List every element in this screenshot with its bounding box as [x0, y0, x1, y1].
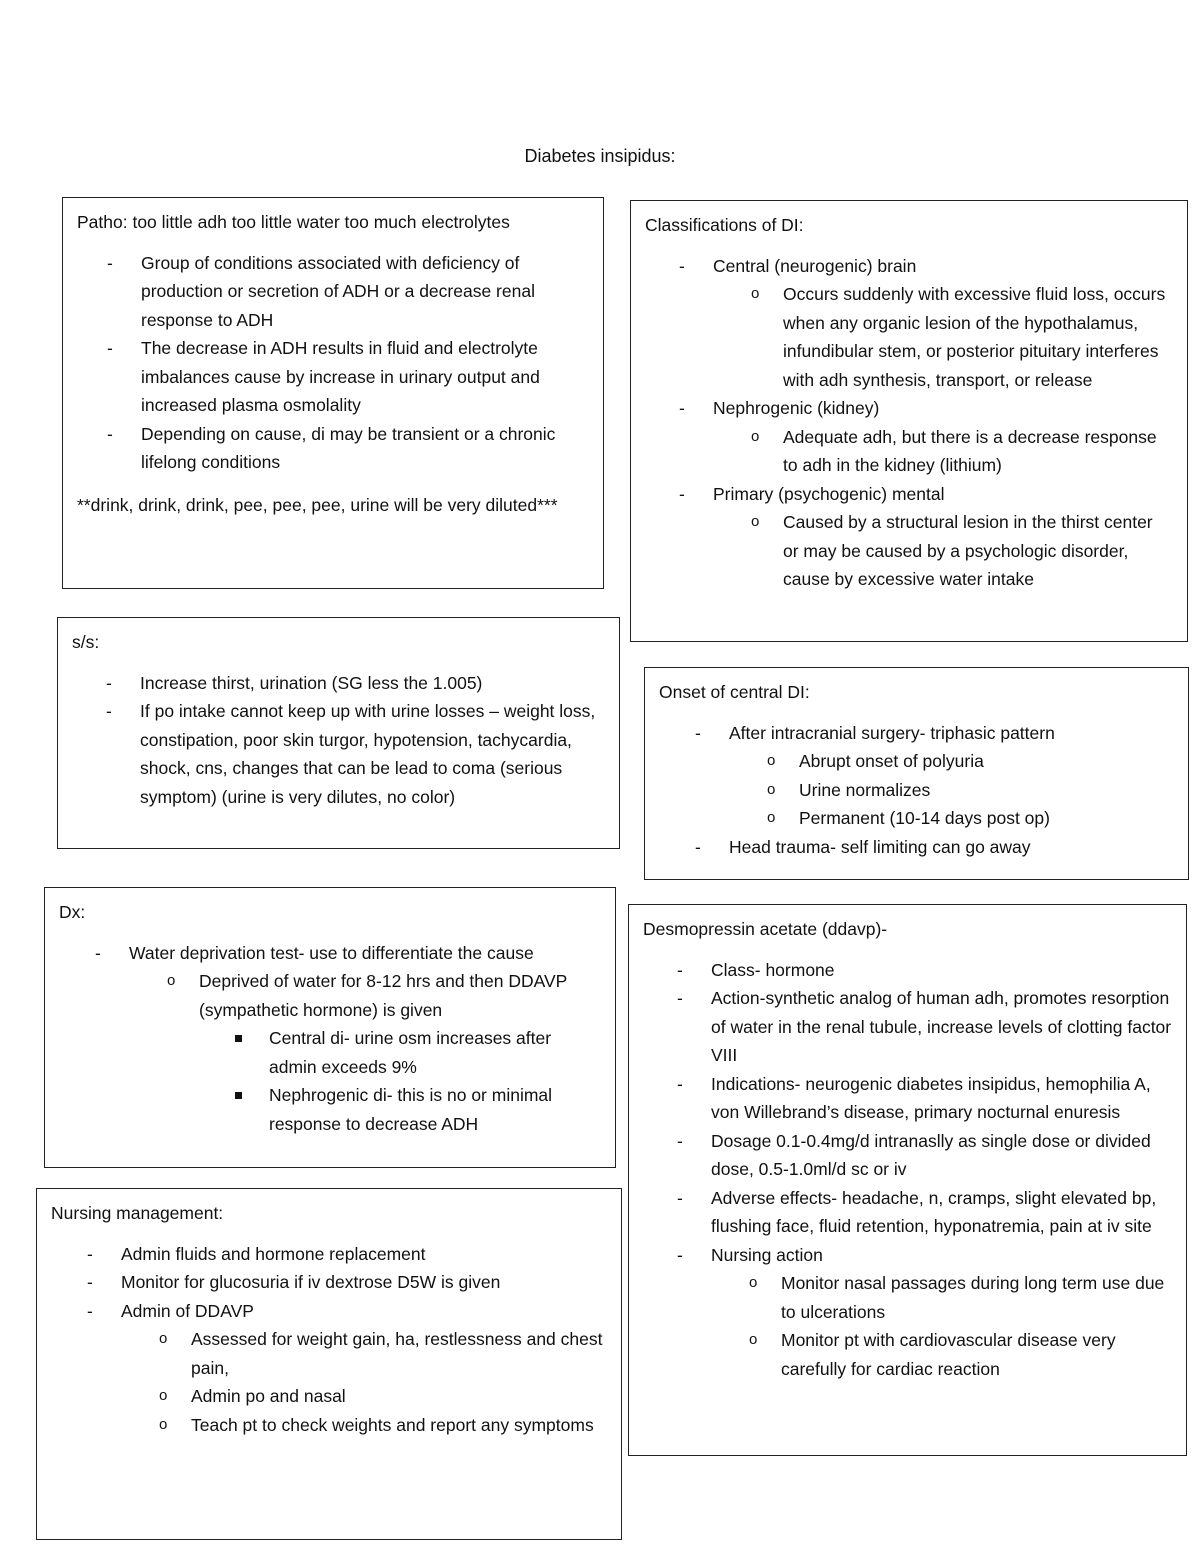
dash-marker: -: [106, 672, 112, 693]
circle-marker: o: [767, 780, 776, 798]
dash-marker: -: [107, 338, 113, 358]
patho-list: [71, 249, 589, 477]
dash-marker: -: [695, 722, 701, 743]
list-item: - Water deprivation test- use to differentiate the cause o Deprived of water for 8-12 hrs and then DDAVP (sympathetic hormone) is given Central di- urine osm increases after admin exceeds 9% Nephrogenic di- this is no or minimal response to decrease ADH: [59, 939, 601, 1139]
ddavp-list: [641, 956, 1172, 1384]
dash-marker: -: [87, 1300, 93, 1321]
ddavp-heading: Desmopressin acetate (ddavp)-: [643, 919, 888, 939]
dash-marker: -: [679, 398, 685, 418]
list-item: o Abrupt onset of polyuria: [729, 747, 1174, 776]
dash-marker: -: [677, 1130, 683, 1151]
circle-marker: o: [751, 285, 760, 302]
list-item: o Urine normalizes: [729, 776, 1174, 805]
nursing-management-list: [51, 1240, 607, 1440]
classifications-box: [630, 200, 1188, 642]
square-bullet-icon: [235, 1035, 242, 1042]
ddavp-box: [628, 904, 1187, 1456]
circle-marker: o: [767, 752, 776, 769]
list-item: - Group of conditions associated with deficiency of production or secretion of ADH or a decrease renal response to ADH: [71, 249, 589, 335]
list-item: - Action-synthetic analog of human adh, promotes resorption of water in the renal tubule, increase levels of clotting factor VIII: [641, 984, 1172, 1070]
dx-heading: Dx:: [59, 902, 86, 922]
patho-box: [62, 197, 604, 589]
dash-marker: -: [677, 959, 683, 980]
list-item: o Occurs suddenly with excessive fluid loss, occurs when any organic lesion of the hypothalamus, infundibular stem, or posterior pituitary interferes with adh synthesis, transport, or release: [713, 280, 1173, 394]
circle-marker: o: [159, 1387, 168, 1404]
signs-symptoms-list: [70, 669, 605, 812]
circle-marker: o: [767, 809, 776, 826]
list-item: - Indications- neurogenic diabetes insipidus, hemophilia A, von Willebrand’s disease, primary nocturnal enuresis: [641, 1070, 1172, 1127]
dash-marker: -: [107, 252, 113, 273]
patho-heading: Patho: too little adh too little water too much electrolytes: [77, 212, 510, 232]
list-item: o Assessed for weight gain, ha, restlessness and chest pain,: [121, 1325, 607, 1382]
dash-marker: -: [677, 1244, 683, 1265]
circle-marker: o: [167, 972, 176, 989]
list-item: o Monitor nasal passages during long term use due to ulcerations: [711, 1269, 1172, 1326]
dash-marker: -: [87, 1243, 93, 1264]
list-item: o Caused by a structural lesion in the thirst center or may be caused by a psychologic disorder, cause by excessive water intake: [713, 508, 1173, 594]
dash-marker: -: [677, 988, 683, 1008]
list-item: - Class- hormone: [641, 956, 1172, 985]
classifications-heading: Classifications of DI:: [645, 215, 804, 235]
dash-marker: -: [679, 255, 685, 276]
circle-marker: o: [159, 1415, 168, 1433]
list-item: - After intracranial surgery- triphasic pattern o Abrupt onset of polyuria o Urine normalizes o Permanent (10-14 days post op): [659, 719, 1174, 833]
list-item: - Admin fluids and hormone replacement: [51, 1240, 607, 1269]
list-item: - Dosage 0.1-0.4mg/d intranaslly as single dose or divided dose, 0.5-1.0ml/d sc or iv: [641, 1127, 1172, 1184]
circle-marker: o: [751, 427, 760, 445]
list-item: - Increase thirst, urination (SG less the 1.005): [70, 669, 605, 698]
list-item: - Nephrogenic (kidney) o Adequate adh, but there is a decrease response to adh in the kidney (lithium): [643, 394, 1173, 480]
circle-marker: o: [749, 1274, 758, 1291]
list-item: o Permanent (10-14 days post op): [729, 804, 1174, 833]
dash-marker: -: [679, 483, 685, 504]
dash-marker: -: [95, 942, 101, 963]
signs-symptoms-box: [57, 617, 620, 849]
onset-box: [644, 667, 1189, 880]
list-item: - Primary (psychogenic) mental o Caused by a structural lesion in the thirst center or may be caused by a psychologic disorder, cause by excessive water intake: [643, 480, 1173, 594]
dash-marker: -: [106, 701, 112, 721]
onset-list: [659, 719, 1174, 862]
list-item: - Head trauma- self limiting can go away: [659, 833, 1174, 862]
nursing-management-heading: Nursing management:: [51, 1203, 224, 1223]
list-item: - Admin of DDAVP o Assessed for weight gain, ha, restlessness and chest pain, o Admin po and nasal o Teach pt to check weights and report any symptoms: [51, 1297, 607, 1440]
list-item: - The decrease in ADH results in fluid and electrolyte imbalances cause by increase in urinary output and increased plasma osmolality: [71, 334, 589, 420]
list-item: - Monitor for glucosuria if iv dextrose D5W is given: [51, 1268, 607, 1297]
patho-note: **drink, drink, drink, pee, pee, pee, urine will be very diluted***: [77, 494, 558, 515]
circle-marker: o: [751, 513, 760, 530]
dx-list: [59, 939, 601, 1139]
dx-box: [44, 887, 616, 1168]
dash-marker: -: [677, 1073, 683, 1094]
list-item: - Central (neurogenic) brain o Occurs suddenly with excessive fluid loss, occurs when any organic lesion of the hypothalamus, infundibular stem, or posterior pituitary interferes with adh synthesis, transport, or release: [643, 252, 1173, 395]
list-item: Central di- urine osm increases after admin exceeds 9%: [199, 1024, 601, 1081]
classifications-list: [643, 252, 1173, 594]
circle-marker: o: [159, 1330, 168, 1347]
dash-marker: -: [695, 836, 701, 857]
list-item: o Admin po and nasal: [121, 1382, 607, 1411]
list-item: o Teach pt to check weights and report any symptoms: [121, 1411, 607, 1440]
circle-marker: o: [749, 1331, 758, 1348]
dash-marker: -: [87, 1272, 93, 1292]
nursing-management-box: [36, 1188, 622, 1540]
square-bullet-icon: [235, 1092, 242, 1099]
signs-symptoms-heading: s/s:: [72, 632, 100, 652]
list-item: o Adequate adh, but there is a decrease response to adh in the kidney (lithium): [713, 423, 1173, 480]
list-item: o Monitor pt with cardiovascular disease very carefully for cardiac reaction: [711, 1326, 1172, 1383]
list-item: - Nursing action o Monitor nasal passages during long term use due to ulcerations o Monitor pt with cardiovascular disease very carefully for cardiac reaction: [641, 1241, 1172, 1384]
list-item: - Depending on cause, di may be transient or a chronic lifelong conditions: [71, 420, 589, 477]
list-item: - Adverse effects- headache, n, cramps, slight elevated bp, flushing face, fluid retention, hyponatremia, pain at iv site: [641, 1184, 1172, 1241]
list-item: - If po intake cannot keep up with urine losses – weight loss, constipation, poor skin turgor, hypotension, tachycardia, shock, cns, changes that can be lead to coma (serious symptom) (urine is very dilutes, no color): [70, 697, 605, 811]
dash-marker: -: [107, 423, 113, 444]
onset-heading: Onset of central DI:: [659, 682, 810, 702]
list-item: o Deprived of water for 8-12 hrs and then DDAVP (sympathetic hormone) is given Central di- urine osm increases after admin exceeds 9% Nephrogenic di- this is no or minimal response to decrease ADH: [129, 967, 601, 1138]
page-title: Diabetes insipidus:: [524, 146, 676, 166]
list-item: Nephrogenic di- this is no or minimal response to decrease ADH: [199, 1081, 601, 1138]
dash-marker: -: [677, 1187, 683, 1208]
